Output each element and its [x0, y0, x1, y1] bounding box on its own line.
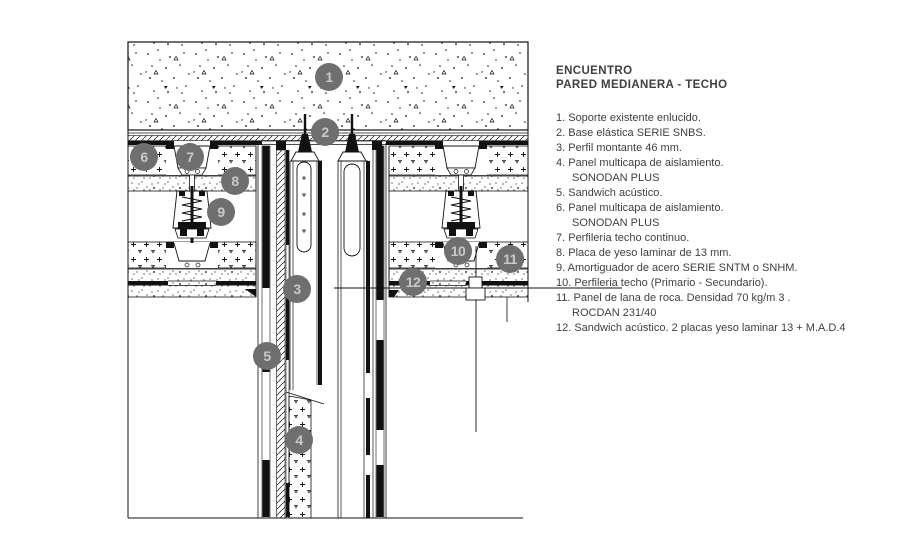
legend-title-line1: ENCUENTRO	[556, 65, 633, 77]
legend-item: 12. Sandwich acústico. 2 placas yeso laminar 13 + M.A.D.4	[556, 322, 846, 334]
legend-item: 9. Amortiguador de acero SERIE SNTM o SNHM.	[556, 262, 798, 274]
legend-item: 7. Perfileria techo continuo.	[556, 232, 690, 244]
legend-item: 11. Panel de lana de roca. Densidad 70 kg/m 3 .	[556, 292, 791, 304]
legend-item: SONODAN PLUS	[572, 217, 660, 229]
callout-1-marker: 1	[315, 63, 343, 91]
legend-item: 2. Base elástica SERIE SNBS.	[556, 127, 706, 139]
legend-item: ROCDAN 231/40	[572, 307, 657, 319]
callout-11-marker: 11	[496, 245, 524, 273]
legend-item: SONODAN PLUS	[572, 172, 660, 184]
legend-title-line2: PARED MEDIANERA - TECHO	[556, 79, 728, 91]
legend-item: 6. Panel multicapa de aislamiento.	[556, 202, 724, 214]
callout-7-marker: 7	[176, 143, 204, 171]
callout-4-marker: 4	[285, 426, 313, 454]
legend-item: 4. Panel multicapa de aislamiento.	[556, 157, 724, 169]
legend-item: 3. Perfil montante 46 mm.	[556, 142, 682, 154]
legend-item: 5. Sandwich acústico.	[556, 187, 663, 199]
callout-3-marker: 3	[283, 275, 311, 303]
callout-2-marker: 2	[311, 118, 339, 146]
callout-12-marker: 12	[399, 268, 427, 296]
callout-8-marker: 8	[221, 167, 249, 195]
callout-9-marker: 9	[207, 198, 235, 226]
legend-item: 8. Placa de yeso laminar de 13 mm.	[556, 247, 732, 259]
callout-6-marker: 6	[130, 143, 158, 171]
callout-5-marker: 5	[253, 342, 281, 370]
legend-item: 10. Perfileria techo (Primario - Secundario).	[556, 277, 768, 289]
callout-10-marker: 10	[444, 237, 472, 265]
legend-item: 1. Soporte existente enlucido.	[556, 112, 701, 124]
legend-title	[556, 64, 906, 92]
legend-list	[556, 111, 906, 336]
legend	[556, 64, 906, 336]
